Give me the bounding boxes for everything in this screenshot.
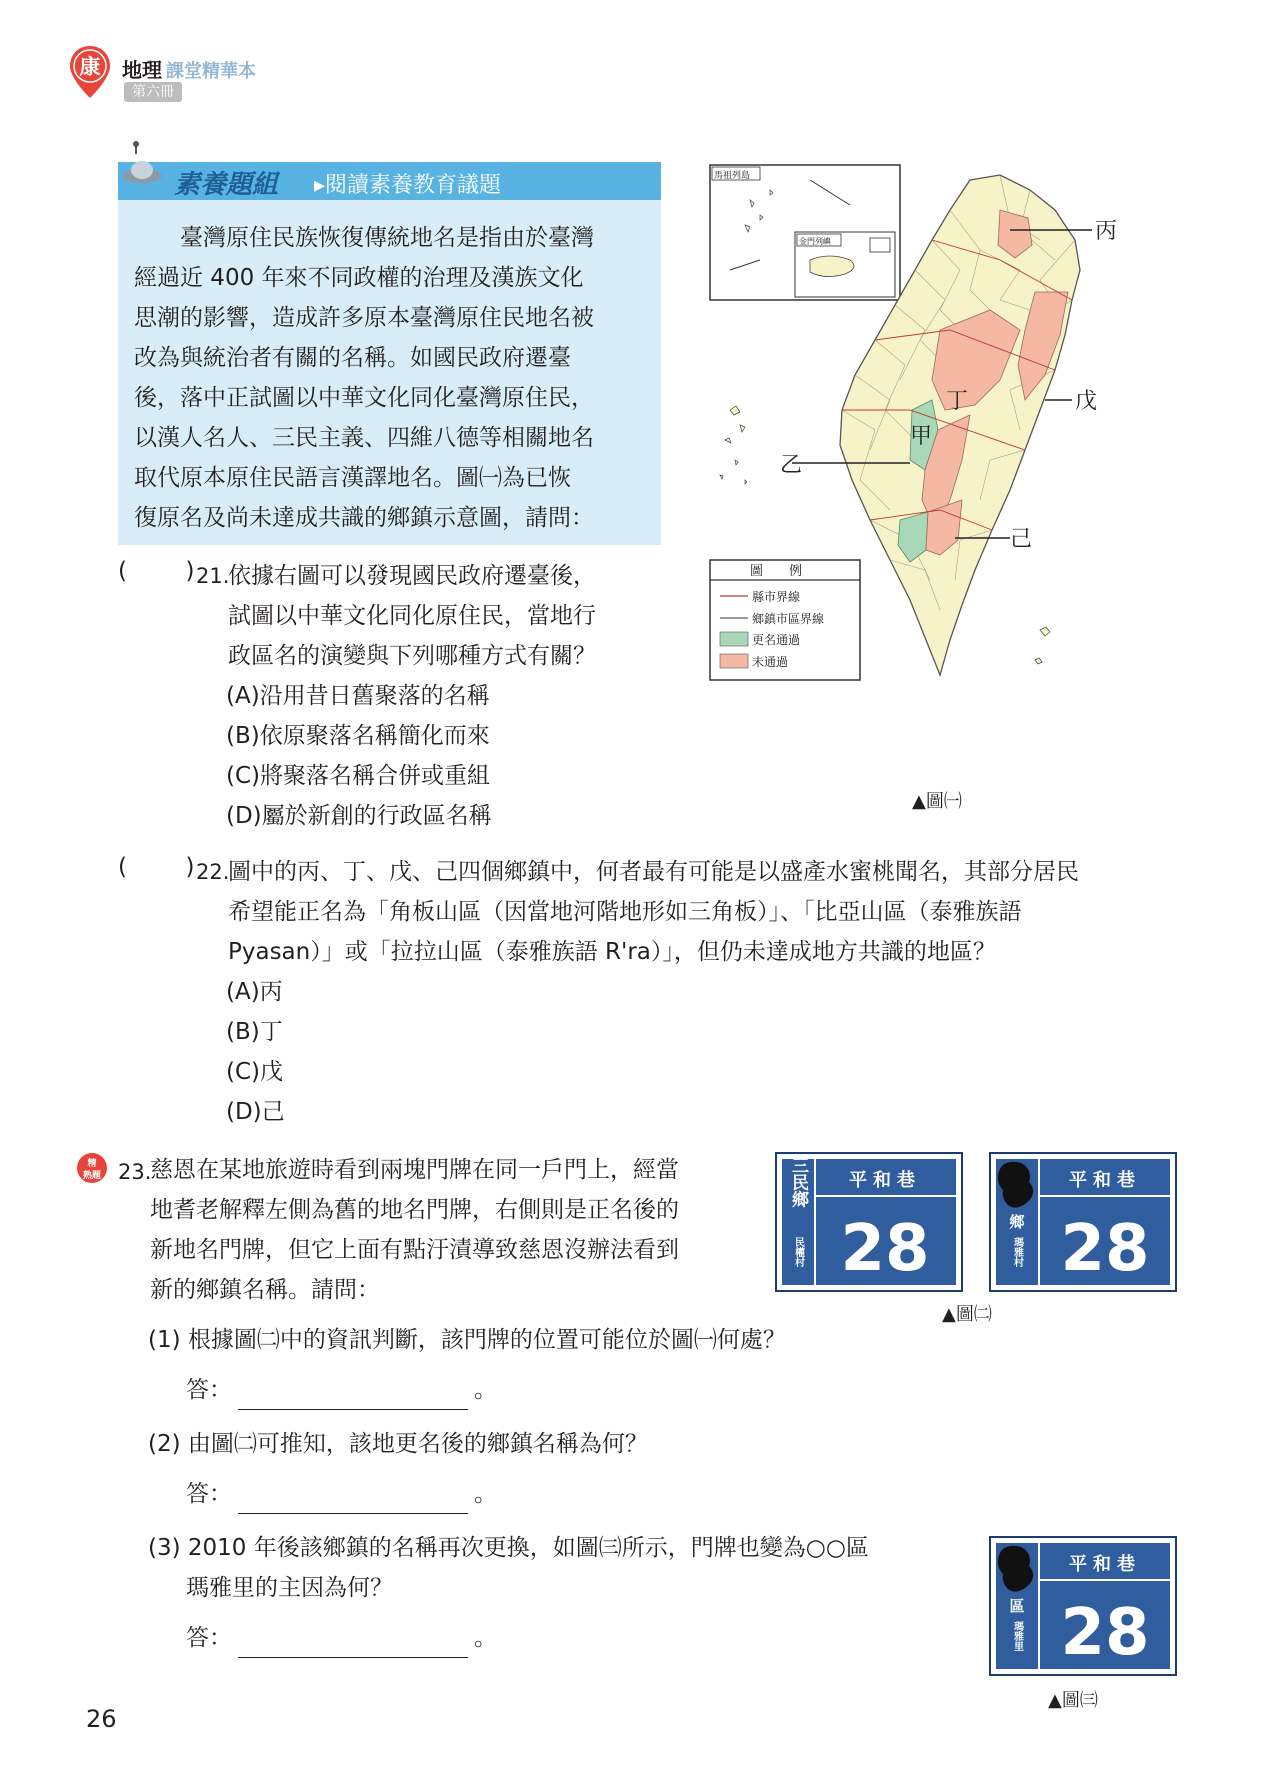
reading-lines-1: 臺灣原住民族恢復傳統地名是指由於臺灣 xyxy=(180,225,594,251)
new-street: 平和巷 xyxy=(1069,1170,1141,1191)
answer-paren[interactable]: ( ) xyxy=(118,854,195,880)
q21-options-1[interactable]: (A)沿用昔日舊聚落的名稱 xyxy=(226,683,490,709)
q21-lines-1: 依據右圖可以發現國民政府遷臺後， xyxy=(228,563,596,589)
fig3-street: 平和巷 xyxy=(1069,1554,1141,1575)
q23-lines-4: 新的鄉鎮名稱。請問： xyxy=(150,1277,380,1303)
answer-blank-1[interactable] xyxy=(238,1383,468,1410)
question-22 xyxy=(228,852,1188,972)
answer-row-1 xyxy=(186,1370,497,1410)
marker-bing: 丙 xyxy=(1095,219,1118,244)
old-number: 28 xyxy=(840,1212,930,1286)
inset-label-kinmen: 金門列嶼 xyxy=(799,237,831,246)
q23-lines-2: 地耆老解釋左側為舊的地名門牌，右側則是正名後的 xyxy=(150,1197,679,1223)
question-number: 23. xyxy=(118,1160,152,1184)
marker-jia: 甲 xyxy=(910,424,933,449)
figure-3-caption: ▲圖㈢ xyxy=(1048,1690,1098,1711)
old-street: 平和巷 xyxy=(849,1170,921,1191)
answer-label: 答： xyxy=(186,1377,232,1403)
fig3-village: 瑪雅里 xyxy=(1011,1621,1023,1651)
q21-options-2[interactable]: (B)依原聚落名稱簡化而來 xyxy=(226,723,490,749)
q22-lines-2: 希望能正名為「角板山區（因當地河階地形如三角板）」、「比亞山區（泰雅族語 xyxy=(228,899,1022,925)
mastery-badge xyxy=(76,1152,118,1190)
q23-lines-3: 新地名門牌，但它上面有點汙漬導致慈恩沒辦法看到 xyxy=(150,1237,679,1263)
reading-lines-3: 思潮的影響，造成許多原本臺灣原住民地名被 xyxy=(134,305,594,331)
volume-badge: 第六冊 xyxy=(124,82,182,102)
fig3-number: 28 xyxy=(1060,1596,1150,1670)
question-22-options xyxy=(226,972,426,1132)
old-village: 民權村 xyxy=(792,1237,804,1267)
q22-options-4[interactable]: (D)己 xyxy=(226,1099,285,1125)
header-title xyxy=(122,54,256,83)
q22-options-3[interactable]: (C)戊 xyxy=(226,1059,284,1085)
inset-label-matsu: 馬祖列島 xyxy=(714,171,751,181)
new-door-plate xyxy=(989,1152,1177,1296)
q21-lines-2: 試圖以中華文化同化原住民，當地行 xyxy=(228,603,596,629)
penghu-islands xyxy=(720,406,747,484)
old-district: 三民鄉 xyxy=(788,1156,808,1208)
marker-wu: 戊 xyxy=(1075,389,1098,414)
answer-period: 。 xyxy=(474,1377,497,1403)
section-topic: ▸閱讀素養教育議題 xyxy=(314,173,502,198)
old-door-plate xyxy=(775,1152,963,1296)
reading-lines-7: 取代原本原住民語言漢譯地名。圖㈠為已恢 xyxy=(134,465,571,491)
subquestion-text: 2010 年後該鄉鎮的名稱再次更換，如圖㈢所示，門牌也變為○○區 xyxy=(187,1535,869,1561)
question-number: 21. xyxy=(196,564,230,588)
reading-passage-header xyxy=(118,162,661,200)
reading-lines-2: 經過近 400 年來不同政權的治理及漢族文化 xyxy=(134,265,584,291)
question-number: 22. xyxy=(196,860,230,884)
q22-lines-3: Pyasan）」或「拉拉山區（泰雅族語 R'ra）」，但仍未達成地方共識的地區？ xyxy=(228,939,996,965)
publisher-logo-icon xyxy=(68,44,112,104)
reading-lines-4: 改為與統治者有關的名稱。如國民政府遷臺 xyxy=(134,345,571,371)
subquestion-3 xyxy=(148,1528,869,1568)
reading-passage-text xyxy=(134,218,650,538)
fig3-door-plate xyxy=(989,1536,1177,1680)
subquestion-text: 根據圖㈡中的資訊判斷，該門牌的位置可能位於圖㈠何處？ xyxy=(187,1327,786,1353)
subquestion-label: (2) xyxy=(148,1431,181,1457)
svg-text:康: 康 xyxy=(79,55,101,79)
q22-options-2[interactable]: (B)丁 xyxy=(226,1019,283,1045)
subject-title: 地理 xyxy=(122,58,162,82)
q23-lines-1: 慈恩在某地旅遊時看到兩塊門牌在同一戶門上，經當 xyxy=(150,1157,679,1183)
answer-blank-3[interactable] xyxy=(238,1631,468,1658)
taiwan-map-figure xyxy=(700,160,1180,804)
new-district: 鄉 xyxy=(1009,1213,1025,1231)
subquestion-2 xyxy=(148,1424,648,1464)
legend-title: 圖 例 xyxy=(750,564,803,579)
reading-lines-8: 復原名及尚未達成共識的鄉鎮示意圖，請問： xyxy=(134,505,594,531)
question-21-options xyxy=(226,676,666,836)
subquestion-1 xyxy=(148,1320,786,1360)
svg-text:熟題: 熟題 xyxy=(82,1171,102,1181)
legend-item-not-passed: 未通過 xyxy=(752,655,789,669)
subquestion-label: (3) xyxy=(148,1535,181,1561)
q21-options-3[interactable]: (C)將聚落名稱合併或重組 xyxy=(226,763,491,789)
marker-ji: 己 xyxy=(1010,527,1033,552)
reading-lines-5: 後，落中正試圖以中華文化同化臺灣原住民， xyxy=(134,385,594,411)
figure-1-caption: ▲圖㈠ xyxy=(912,791,962,812)
q22-lines-1: 圖中的丙、丁、戊、己四個鄉鎮中，何者最有可能是以盛產水蜜桃聞名，其部分居民 xyxy=(228,859,1079,885)
book-subtitle: 課堂精華本 xyxy=(166,61,256,82)
q21-lines-3: 政區名的演變與下列哪種方式有關？ xyxy=(228,643,596,669)
answer-label: 答： xyxy=(186,1481,232,1507)
marker-ding: 丁 xyxy=(946,389,969,414)
ufo-icon xyxy=(122,140,172,200)
legend-item-county: 縣市界線 xyxy=(752,590,801,604)
legend-item-renamed: 更名通過 xyxy=(752,633,801,647)
subquestion-text: 由圖㈡可推知，該地更名後的鄉鎮名稱為何？ xyxy=(187,1431,648,1457)
answer-row-3 xyxy=(186,1618,497,1658)
q21-options-4[interactable]: (D)屬於新創的行政區名稱 xyxy=(226,803,492,829)
legend-item-township: 鄉鎮市區界線 xyxy=(752,612,825,626)
answer-period: 。 xyxy=(474,1481,497,1507)
q22-options-1[interactable]: (A)丙 xyxy=(226,979,283,1005)
answer-label: 答： xyxy=(186,1625,232,1651)
fig3-district: 區 xyxy=(1009,1597,1025,1615)
question-21 xyxy=(228,556,668,676)
new-number: 28 xyxy=(1060,1212,1150,1286)
question-23 xyxy=(150,1150,750,1310)
reading-lines-6: 以漢人名人、三民主義、四維八德等相關地名 xyxy=(134,425,594,451)
subquestion-label: (1) xyxy=(148,1327,181,1353)
subquestion-3-cont: 瑪雅里的主因為何？ xyxy=(186,1575,393,1601)
page-number: 26 xyxy=(86,1705,117,1733)
new-village: 瑪雅村 xyxy=(1011,1237,1023,1267)
map-legend xyxy=(710,560,860,680)
section-label: 素養題組 xyxy=(174,170,279,200)
svg-text:精: 精 xyxy=(87,1159,97,1169)
figure-2-caption: ▲圖㈡ xyxy=(942,1304,992,1325)
answer-period: 。 xyxy=(474,1625,497,1651)
answer-row-2 xyxy=(186,1474,497,1514)
answer-paren[interactable]: ( ) xyxy=(118,558,195,584)
marker-yi: 乙 xyxy=(780,453,803,478)
answer-blank-2[interactable] xyxy=(238,1487,468,1514)
